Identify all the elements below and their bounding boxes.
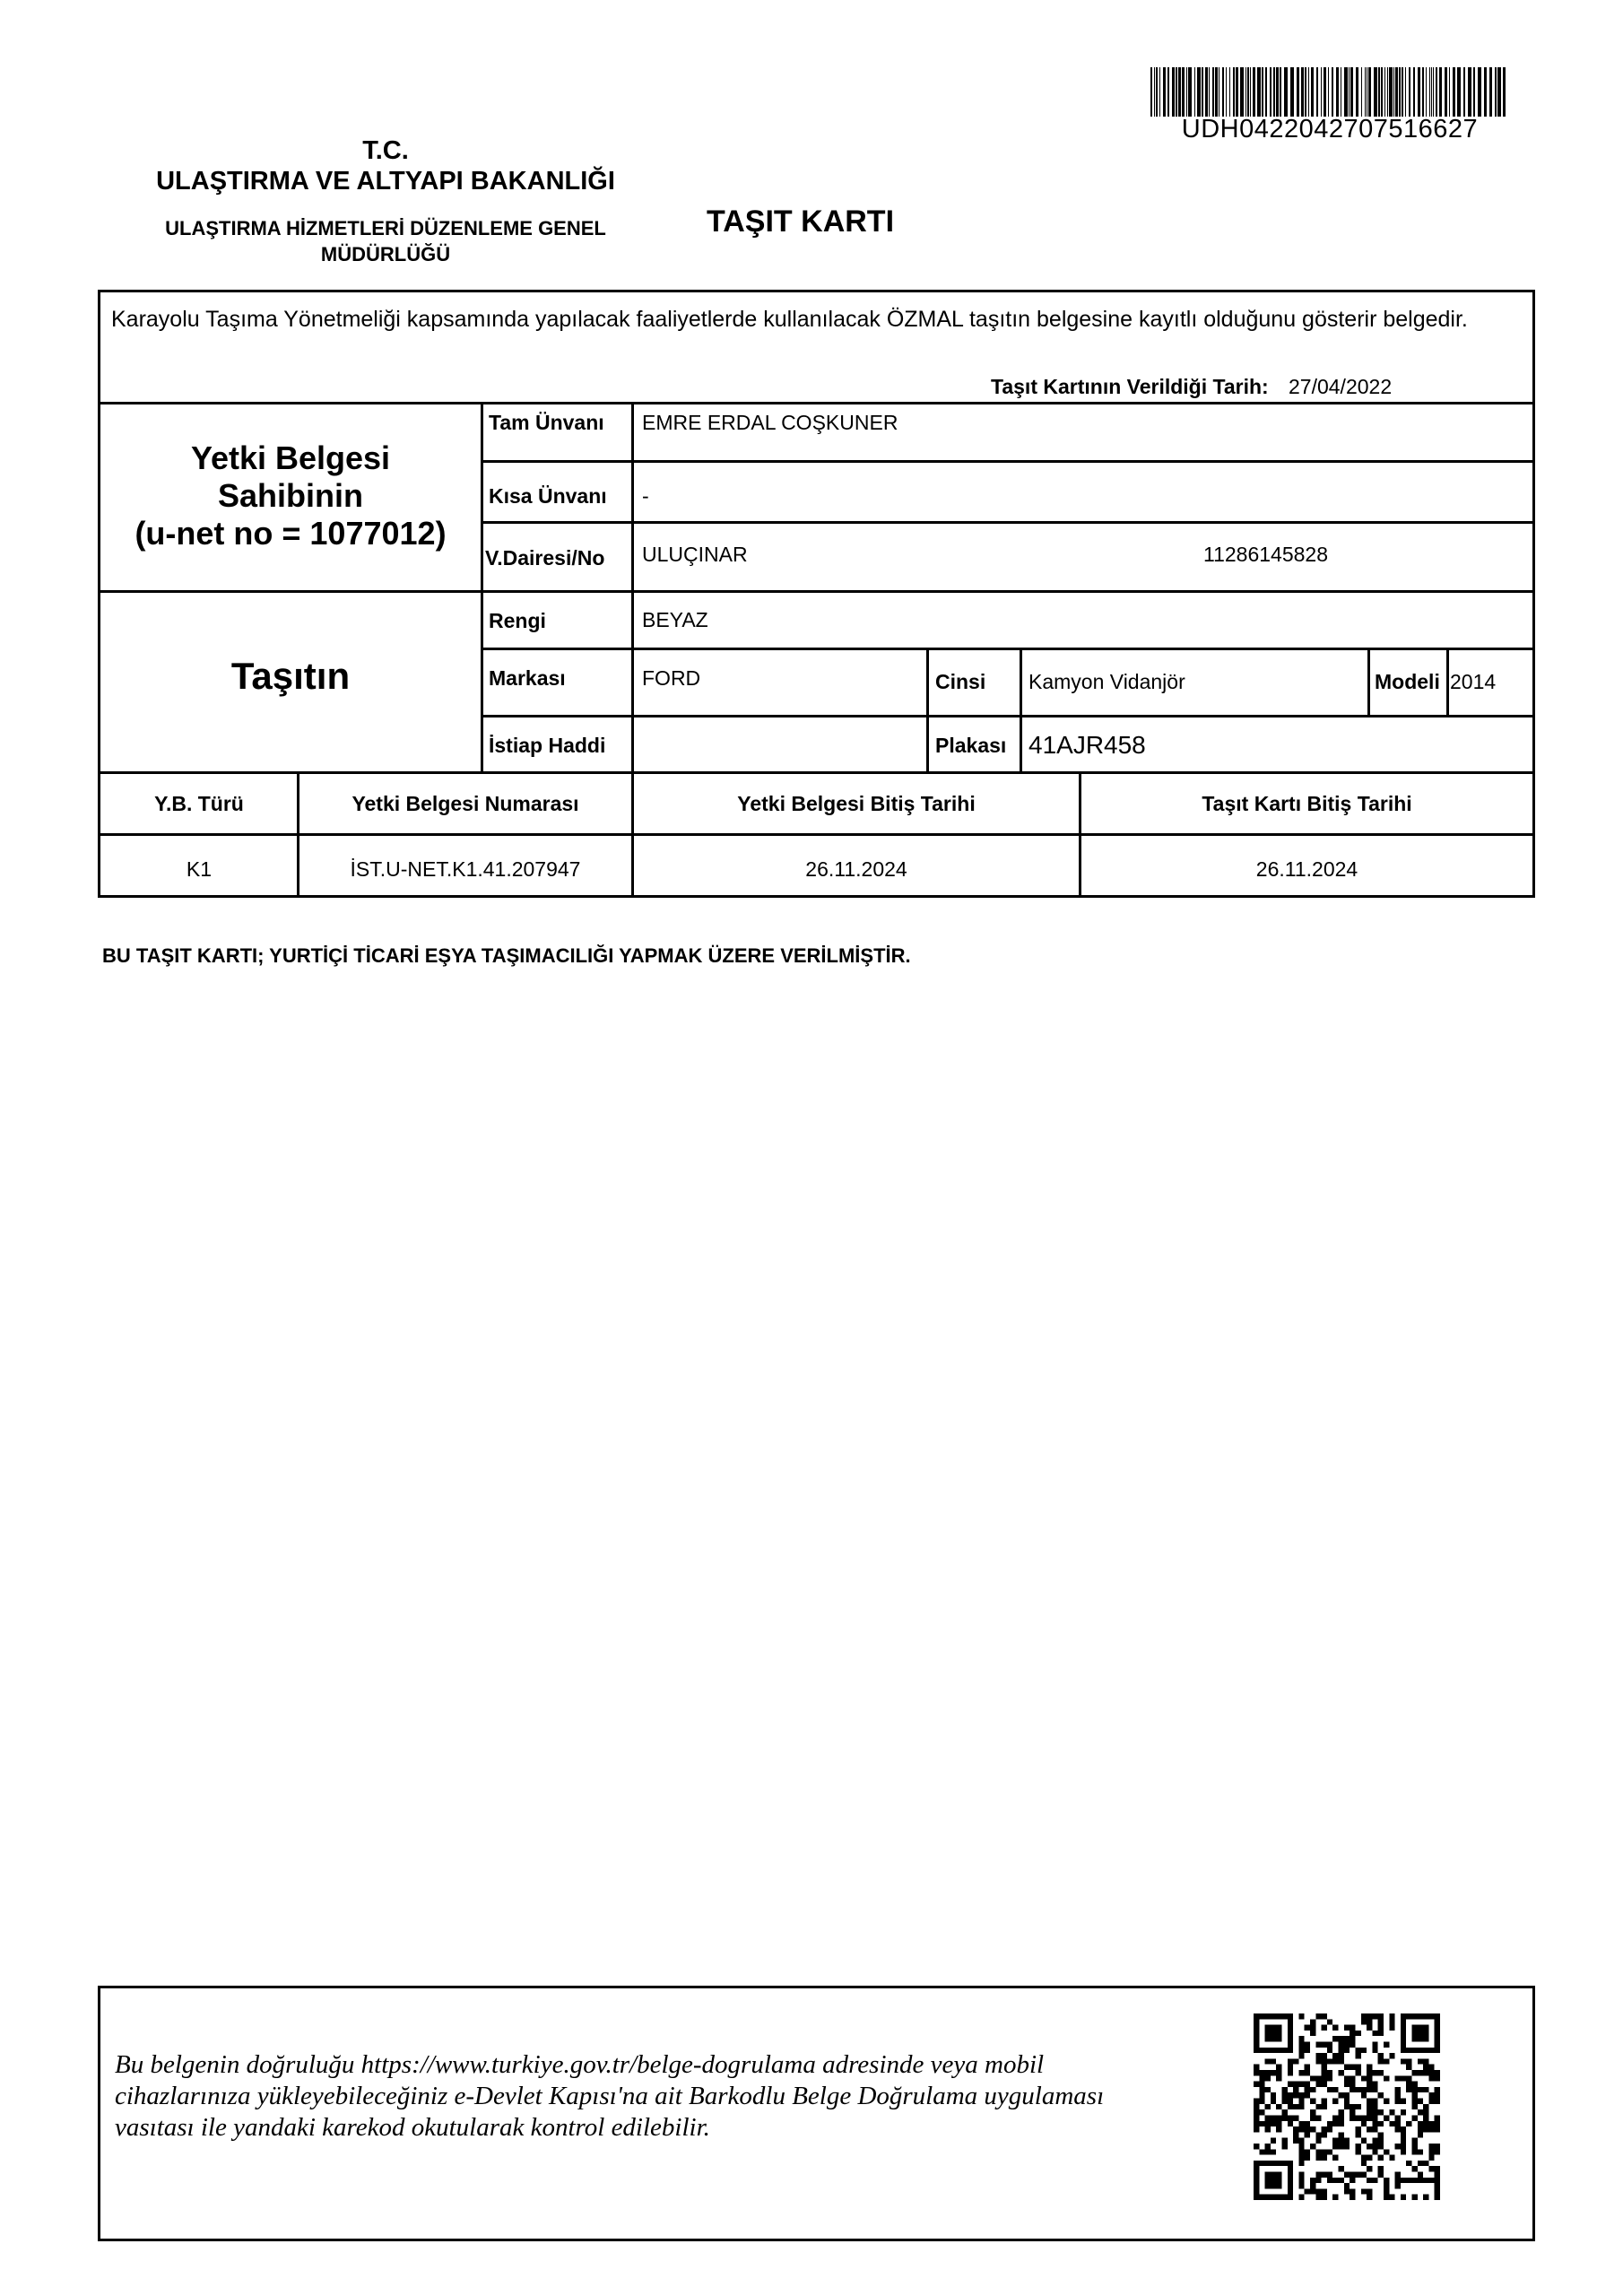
full-title-value: EMRE ERDAL COŞKUNER [642,411,898,434]
issue-date-label: Taşıt Kartının Verildiği Tarih: [991,375,1269,398]
divider [482,715,1535,718]
vehicle-section-title: Taşıtın [230,655,351,697]
header-cert-end-date: Yetki Belgesi Bitiş Tarihi [737,792,976,815]
divider [482,648,1535,650]
color-value: BEYAZ [642,608,708,631]
qr-code-image [1254,2013,1440,2200]
cell-cert-number: İST.U-NET.K1.41.207947 [350,857,581,881]
owner-title-line3: (u-net no = 1077012) [135,515,447,552]
divider [926,648,929,771]
header-yb-type: Y.B. Türü [154,792,244,815]
divider [1446,648,1449,716]
divider [98,590,1535,593]
header-country: T.C. [362,136,409,165]
brand-value: FORD [642,666,701,690]
divider [98,771,1535,774]
header-cert-number: Yetki Belgesi Numarası [352,792,579,815]
full-title-label: Tam Ünvanı [489,411,604,434]
header-directorate: ULAŞTIRMA HİZMETLERİ DÜZENLEME GENEL MÜDÜRLÜĞÜ [165,217,606,265]
owner-section-title [100,439,481,552]
owner-title-line1: Yetki Belgesi [190,439,391,476]
type-label: Cinsi [935,670,986,693]
divider [631,402,634,898]
divider [98,833,1535,836]
document-title: TAŞIT KARTI [707,204,895,239]
capacity-label: İstiap Haddi [489,734,606,757]
owner-title-line2: Sahibinin [218,477,363,514]
divider [482,460,1535,463]
brand-label: Markası [489,666,566,690]
header-ministry: ULAŞTIRMA VE ALTYAPI BAKANLIĞI [156,167,615,196]
model-label: Modeli [1375,670,1440,693]
color-label: Rengi [489,609,546,632]
plate-value: 41AJR458 [1028,731,1146,759]
issue-date-value: 27/04/2022 [1289,375,1393,398]
cell-yb-type: K1 [186,857,213,881]
barcode-number: UDH0422042707516627 [1181,115,1479,144]
short-title-value: - [642,484,649,508]
divider [482,521,1535,524]
tax-number-value: 11286145828 [1203,543,1328,566]
divider [1367,648,1370,716]
model-value: 2014 [1450,670,1497,693]
plate-label: Plakası [935,734,1007,757]
divider [1020,648,1022,771]
header-card-end-date: Taşıt Kartı Bitiş Tarihi [1202,792,1412,815]
type-value: Kamyon Vidanjör [1028,670,1185,693]
cell-card-end-date: 26.11.2024 [1255,857,1358,881]
cell-cert-end-date: 26.11.2024 [805,857,907,881]
tax-office-value: ULUÇINAR [642,543,748,566]
intro-text: Karayolu Taşıma Yönetmeliği kapsamında yapılacak faaliyetlerde kullanılacak ÖZMAL taşıtın belgesine kayıtlı olduğunu gösterir belgedir. [111,307,1468,332]
divider [481,402,483,772]
short-title-label: Kısa Ünvanı [489,484,607,508]
tax-office-label: V.Dairesi/No [485,546,605,570]
verification-text: Bu belgenin doğruluğu https://www.turkiye.gov.tr/belge-dogrulama adresinde veya mobil cihazlarınıza yükleyebileceğiniz e-Devlet Kapısı'na ait Barkodlu Belge Doğrulama uygulaması vasıtası ile yandaki karekod okutularak kontrol edilebilir. [115,2050,1105,2142]
barcode-image [1150,67,1509,117]
divider [98,402,1535,404]
notice-text: BU TAŞIT KARTI; YURTİÇİ TİCARİ EŞYA TAŞIMACILIĞI YAPMAK ÜZERE VERİLMİŞTİR. [102,944,911,967]
